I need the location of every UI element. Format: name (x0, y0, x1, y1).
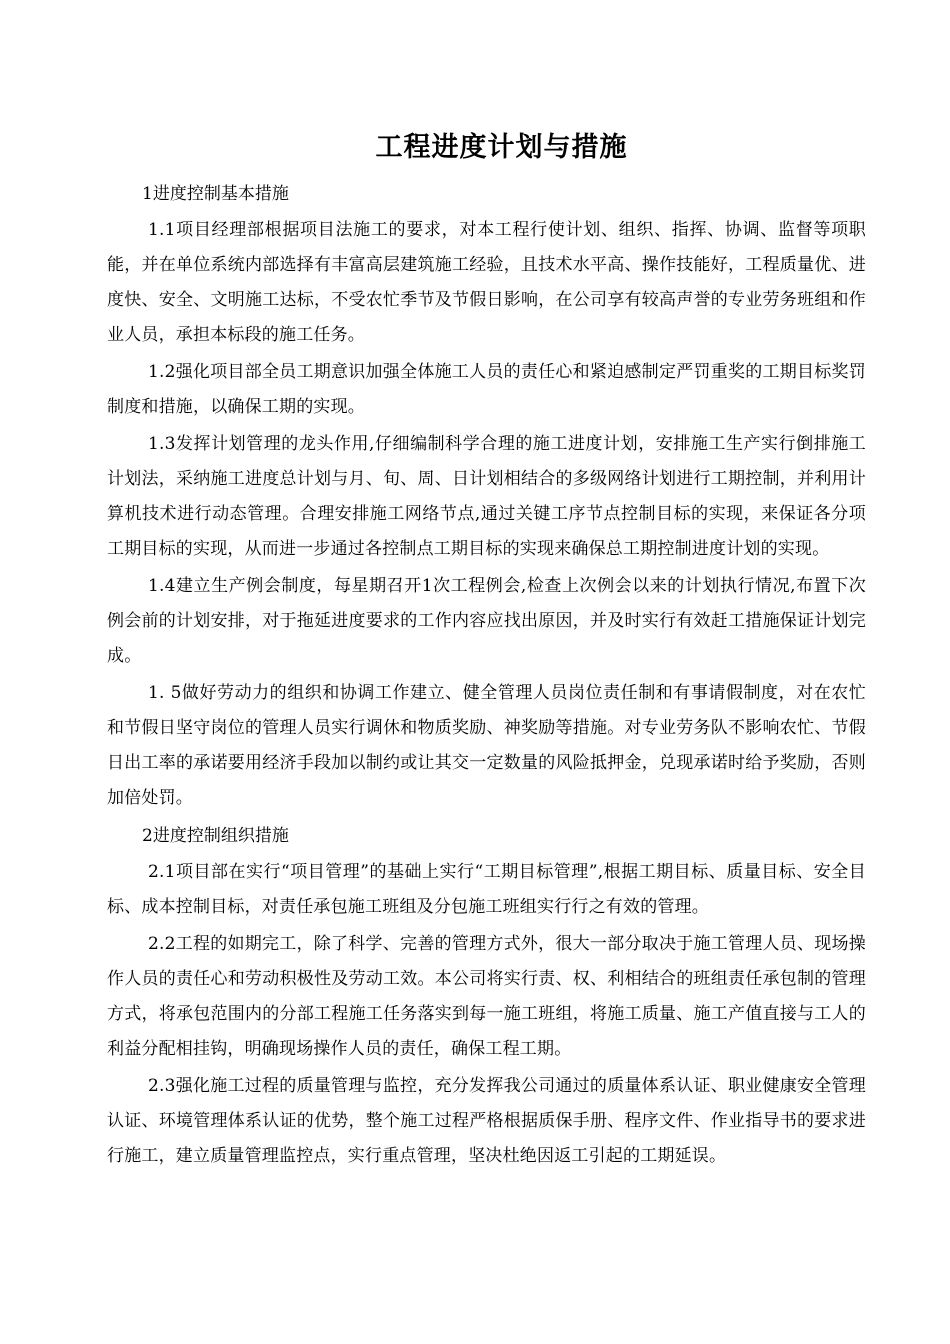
paragraph: 1.4建立生产例会制度，每星期召开1次工程例会,检查上次例会以来的计划执行情况,布置下次例会前的计划安排，对于拖延进度要求的工作内容应找出原因，并及时实行有效赶工措施保证计划完成。 (107, 576, 866, 666)
paragraph: 1.1项目经理部根据项目法施工的要求，对本工程行使计划、组织、指挥、协调、监督等项职能，并在单位系统内部选择有丰富高层建筑施工经验，且技术水平高、操作技能好，工程质量优、进度快、安全、文明施工达标，不受农忙季节及节假日影响，在公司享有较高声誉的专业劳务班组和作业人员，承担本标段的施工任务。 (107, 220, 866, 345)
paragraph: 1.2强化项目部全员工期意识加强全体施工人员的责任心和紧迫感制定严罚重奖的工期目标奖罚制度和措施，以确保工期的实现。 (107, 362, 866, 417)
paragraph: 1.3发挥计划管理的龙头作用,仔细编制科学合理的施工进度计划，安排施工生产实行倒排施工计划法，采纳施工进度总计划与月、旬、周、日计划相结合的多级网络计划进行工期控制，并利用计算机技术进行动态管理。合理安排施工网络节点,通过关键工序节点控制目标的实现，来保证各分项工期目标的实现，从而进一步通过各控制点工期目标的实现来确保总工期控制进度计划的实现。 (107, 434, 866, 559)
paragraph: 2.2工程的如期完工，除了科学、完善的管理方式外，很大一部分取决于施工管理人员、现场操作人员的责任心和劳动积极性及劳动工效。本公司将实行责、权、利相结合的班组责任承包制的管理方式，将承包范围内的分部工程施工任务落实到每一施工班组，将施工质量、施工产值直接与工人的利益分配相挂钩，明确现场操作人员的责任，确保工程工期。 (107, 934, 866, 1059)
document-title: 工程进度计划与措施 (375, 132, 628, 163)
paragraph: 2.1项目部在实行“项目管理”的基础上实行“工期目标管理”,根据工期目标、质量目标、安全目标、成本控制目标，对责任承包施工班组及分包施工班组实行行之有效的管理。 (107, 862, 866, 917)
paragraph: 1. 5做好劳动力的组织和协调工作建立、健全管理人员岗位责任制和有事请假制度，对在农忙和节假日坚守岗位的管理人员实行调休和物质奖励、神奖励等措施。对专业劳务队不影响农忙、节假日出工率的承诺要用经济手段加以制约或让其交一定数量的风险抵押金，兑现承诺时给予奖励，否则加倍处罚。 (107, 683, 866, 808)
paragraph: 2.3强化施工过程的质量管理与监控，充分发挥我公司通过的质量体系认证、职业健康安全管理认证、环境管理体系认证的优势，整个施工过程严格根据质保手册、程序文件、作业指导书的要求进行施工，建立质量管理监控点，实行重点管理，坚决杜绝因返工引起的工期延误。 (107, 1076, 866, 1166)
section-heading: 2进度控制组织措施 (142, 826, 289, 846)
section-heading: 1进度控制基本措施 (142, 184, 289, 204)
section-1 (107, 176, 866, 816)
section-2 (107, 818, 866, 1174)
